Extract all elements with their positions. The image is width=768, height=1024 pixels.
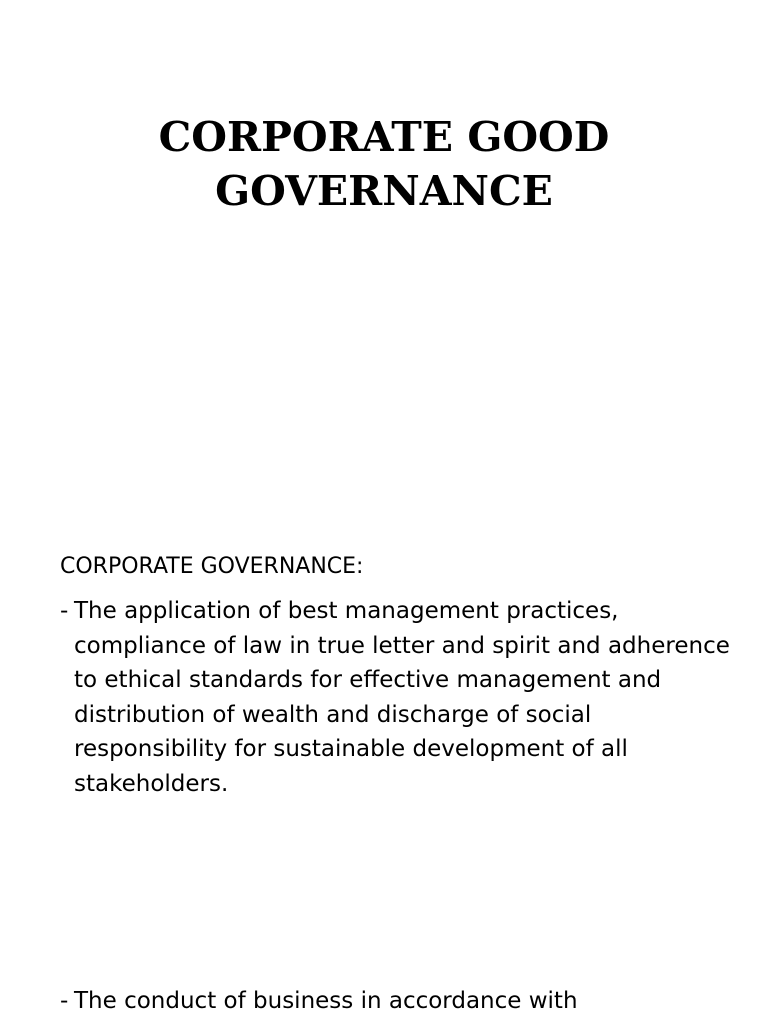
bullet-text: The conduct of business in accordance with (74, 988, 578, 1014)
bullet-text: The application of best management practices, compliance of law in true letter and spirit and adherence to ethical standards for effective management and distribution of wealth and discharge of social responsibility for sustainable development of all stakeholders. (74, 598, 730, 797)
slide-title-line-1: CORPORATE GOOD (158, 113, 610, 161)
bullet-marker: - (60, 988, 69, 1014)
bullet-marker: - (60, 598, 69, 624)
slide-title (0, 110, 768, 218)
bullet-item (60, 984, 740, 1019)
bullet-item (60, 594, 740, 801)
section-heading: CORPORATE GOVERNANCE: (60, 554, 364, 579)
slide-title-line-2: GOVERNANCE (215, 167, 553, 215)
